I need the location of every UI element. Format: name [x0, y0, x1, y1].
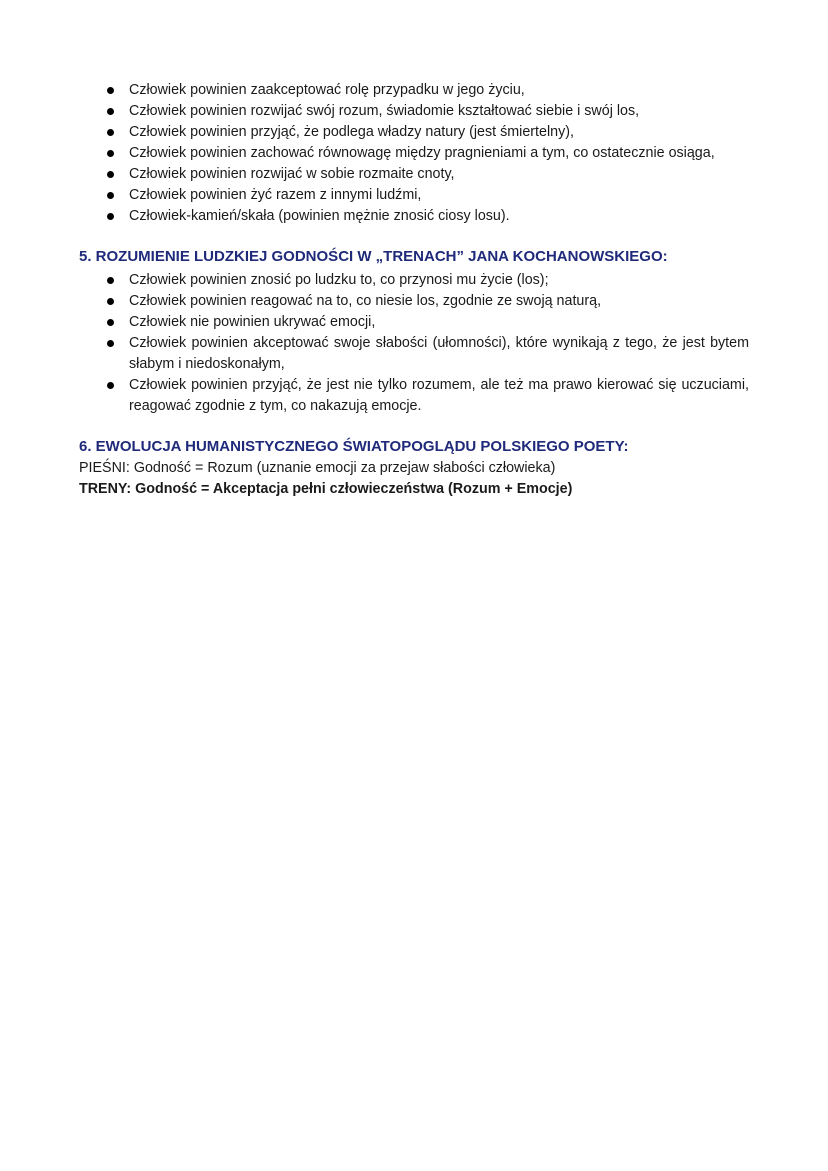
list-item: Człowiek powinien znosić po ludzku to, co przynosi mu życie (los);	[129, 270, 749, 291]
list-item: Człowiek powinien przyjąć, że podlega władzy natury (jest śmiertelny),	[129, 122, 749, 143]
section-5-heading: 5. ROZUMIENIE LUDZKIEJ GODNOŚCI W „TRENACH” JANA KOCHANOWSKIEGO:	[79, 248, 668, 265]
list-item: Człowiek powinien reagować na to, co niesie los, zgodnie ze swoją naturą,	[129, 291, 749, 312]
list-item: Człowiek powinien rozwijać swój rozum, świadomie kształtować siebie i swój los,	[129, 101, 749, 122]
bullet-list-human-attitudes	[79, 80, 749, 227]
section-6-body	[79, 458, 749, 500]
list-item: Człowiek powinien przyjąć, że jest nie tylko rozumem, ale też ma prawo kierować się uczuciami, reagować zgodnie z tym, co nakazują emocje.	[129, 375, 749, 417]
list-item: Człowiek powinien rozwijać w sobie rozmaite cnoty,	[129, 164, 749, 185]
bullet-list-section-5	[79, 270, 749, 417]
list-item: Człowiek powinien zachować równowagę między pragnieniami a tym, co ostatecznie osiąga,	[129, 143, 749, 164]
piesni-line: PIEŚNI: Godność = Rozum (uznanie emocji za przejaw słabości człowieka)	[79, 460, 556, 476]
list-item: Człowiek powinien zaakceptować rolę przypadku w jego życiu,	[129, 80, 749, 101]
treny-line: TRENY: Godność = Akceptacja pełni człowieczeństwa (Rozum + Emocje)	[79, 481, 573, 497]
document-content	[79, 78, 749, 500]
list-item: Człowiek powinien akceptować swoje słabości (ułomności), które wynikają z tego, że jest bytem słabym i niedoskonałym,	[129, 333, 749, 375]
list-item: Człowiek-kamień/skała (powinien mężnie znosić ciosy losu).	[129, 206, 749, 227]
section-6-heading: 6. EWOLUCJA HUMANISTYCZNEGO ŚWIATOPOGLĄDU POLSKIEGO POETY:	[79, 438, 629, 455]
list-item: Człowiek powinien żyć razem z innymi ludźmi,	[129, 185, 749, 206]
list-item: Człowiek nie powinien ukrywać emocji,	[129, 312, 749, 333]
